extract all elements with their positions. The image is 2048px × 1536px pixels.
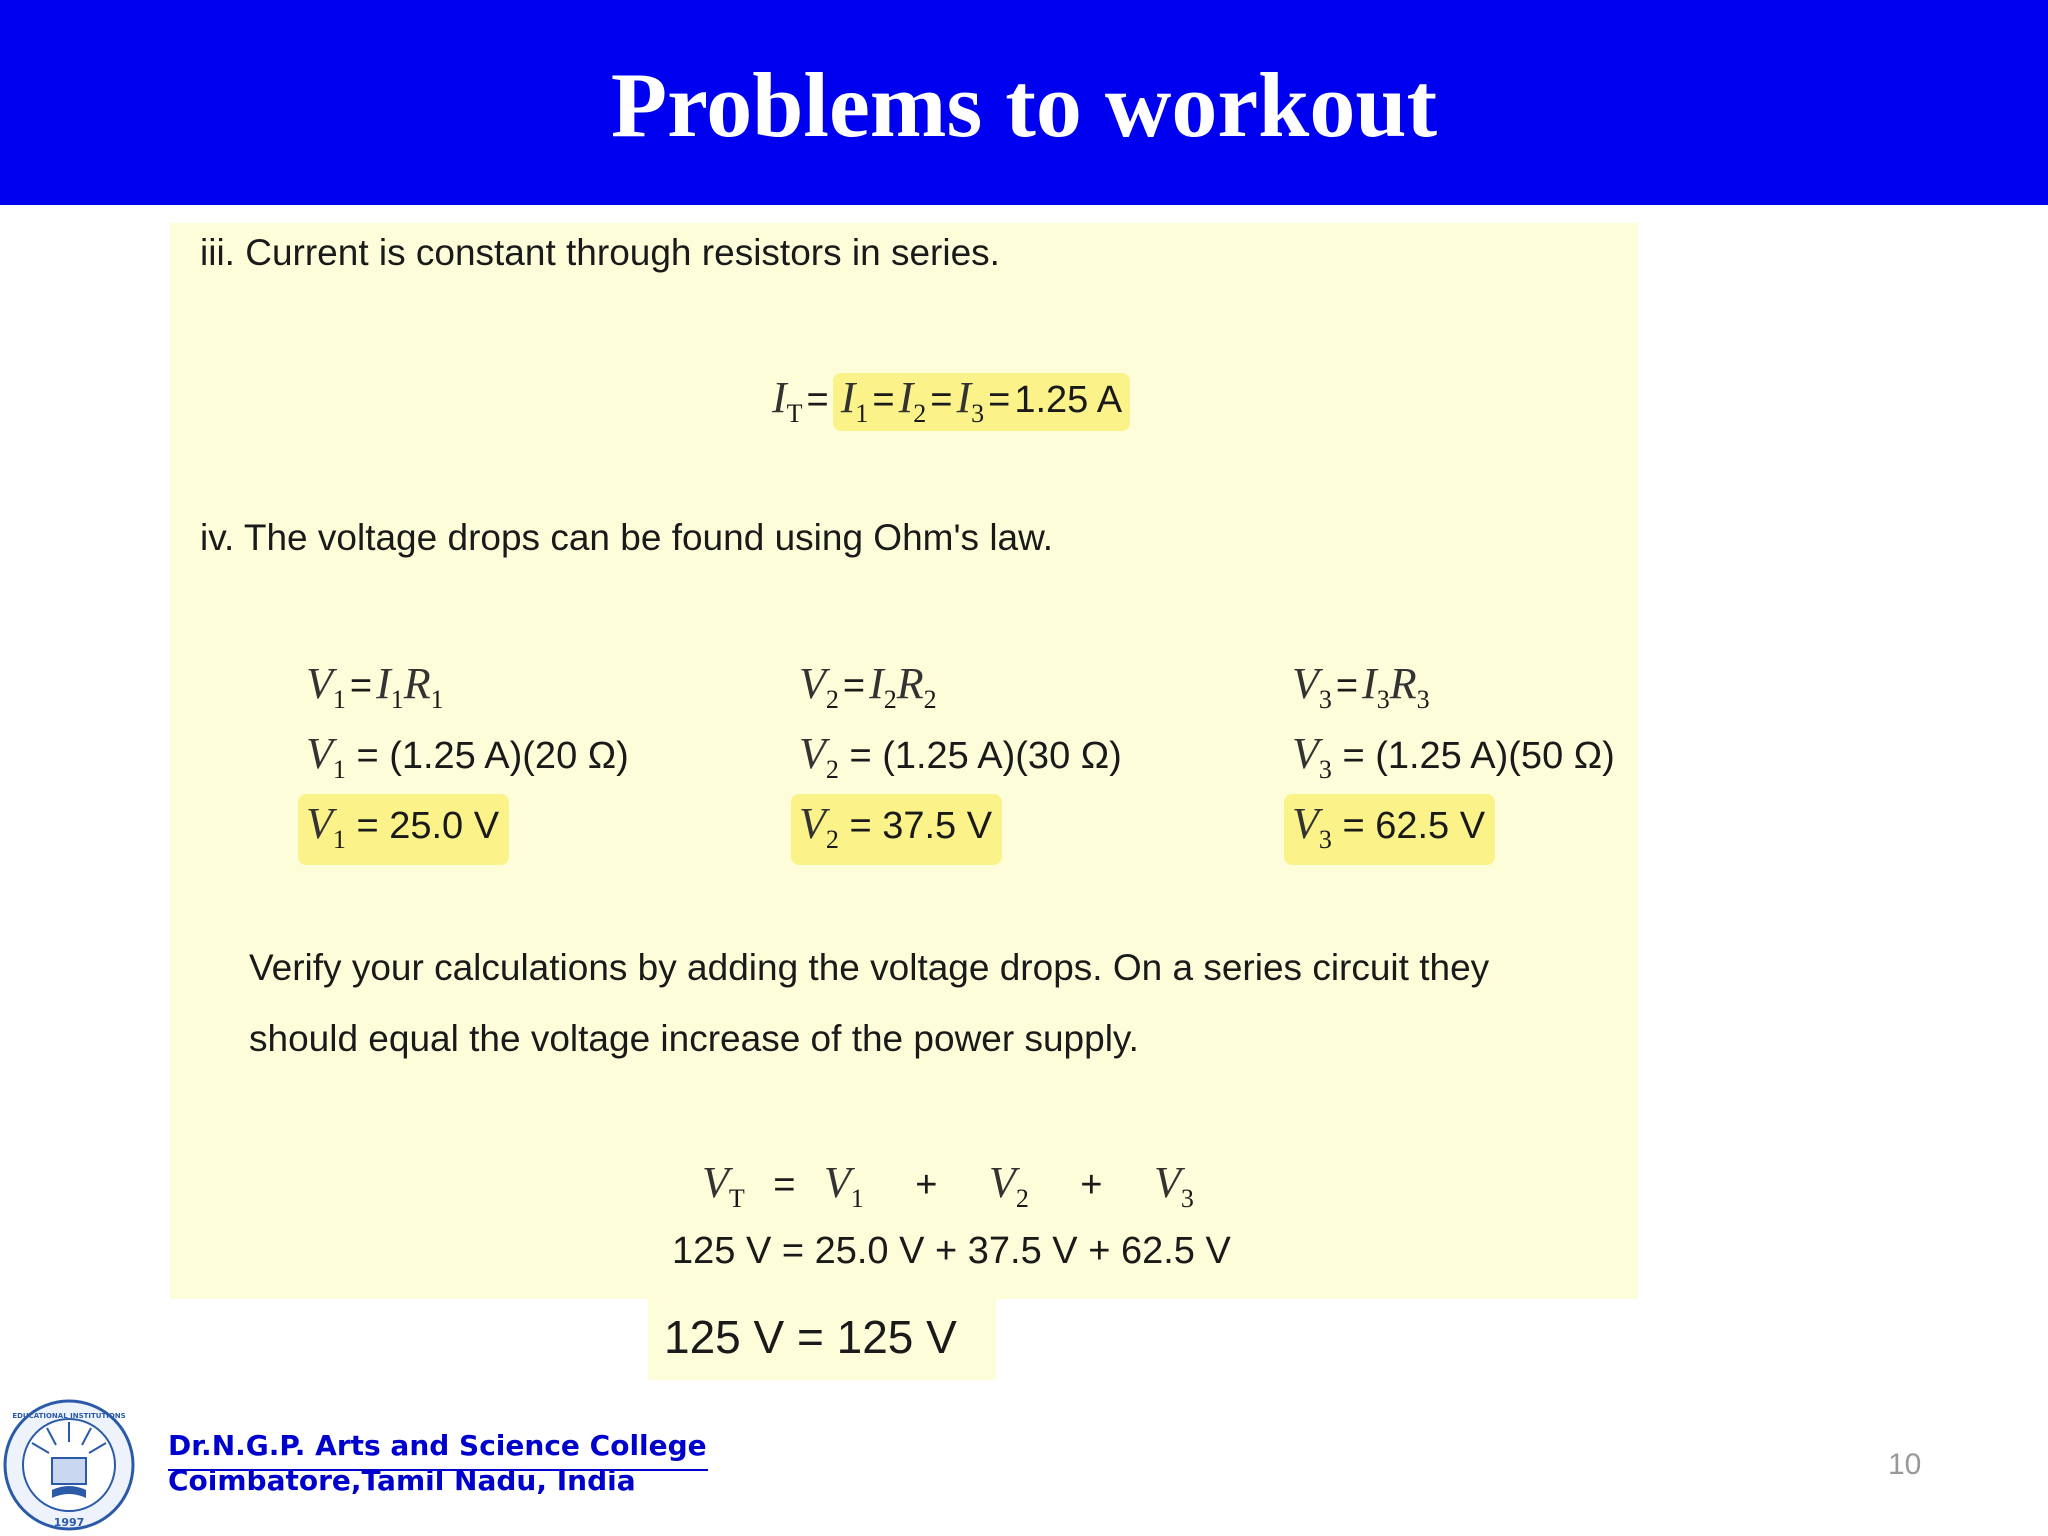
formula-v3: $V_3 =I_3R_3$ bbox=[1292, 659, 1430, 714]
final-result: 125 V = 125 V bbox=[664, 1311, 957, 1363]
formula-v1: $V_1 =I_1R_1$ bbox=[306, 659, 444, 714]
college-logo bbox=[2, 1398, 136, 1532]
result-v2: $V_2 = 37.5$ V bbox=[791, 794, 1002, 865]
svg-text:1997: 1997 bbox=[53, 1516, 85, 1529]
sum-numeric-equation: 125 V = 25.0 V + 37.5 V + 62.5 V bbox=[672, 1230, 1231, 1272]
calc-v3: $V_3 = (1.25$ A)(50 Ω) bbox=[1292, 729, 1615, 784]
formula-v2: $V_2 =I_2R_2$ bbox=[799, 659, 937, 714]
current-equation: $I_T = I_1 =I_2 =I_3 = 1.25$ A bbox=[772, 372, 1130, 429]
sum-symbolic-equation: $V_T = V_1 + V_2 + V_3$ bbox=[702, 1158, 1194, 1213]
verify-text-line-2: should equal the voltage increase of the power supply. bbox=[249, 1018, 1139, 1059]
calc-v1: $V_1 = (1.25$ A)(20 Ω) bbox=[306, 729, 629, 784]
step-iv-text: iv. The voltage drops can be found using Ohm's law. bbox=[200, 517, 1054, 558]
college-location: Coimbatore,Tamil Nadu, India bbox=[168, 1464, 636, 1497]
svg-text:EDUCATIONAL INSTITUTIONS: EDUCATIONAL INSTITUTIONS bbox=[12, 1412, 126, 1420]
page-number: 10 bbox=[1888, 1448, 1922, 1481]
slide-title: Problems to workout bbox=[610, 54, 1438, 156]
step-iii-text: iii. Current is constant through resistors in series. bbox=[200, 232, 1000, 273]
result-v1: $V_1 = 25.0$ V bbox=[298, 794, 509, 865]
verify-text-line-1: Verify your calculations by adding the voltage drops. On a series circuit they bbox=[249, 947, 1490, 988]
result-v3: $V_3 = 62.5$ V bbox=[1284, 794, 1495, 865]
calc-v2: $V_2 = (1.25$ A)(30 Ω) bbox=[799, 729, 1122, 784]
college-name: Dr.N.G.P. Arts and Science College bbox=[168, 1429, 707, 1462]
